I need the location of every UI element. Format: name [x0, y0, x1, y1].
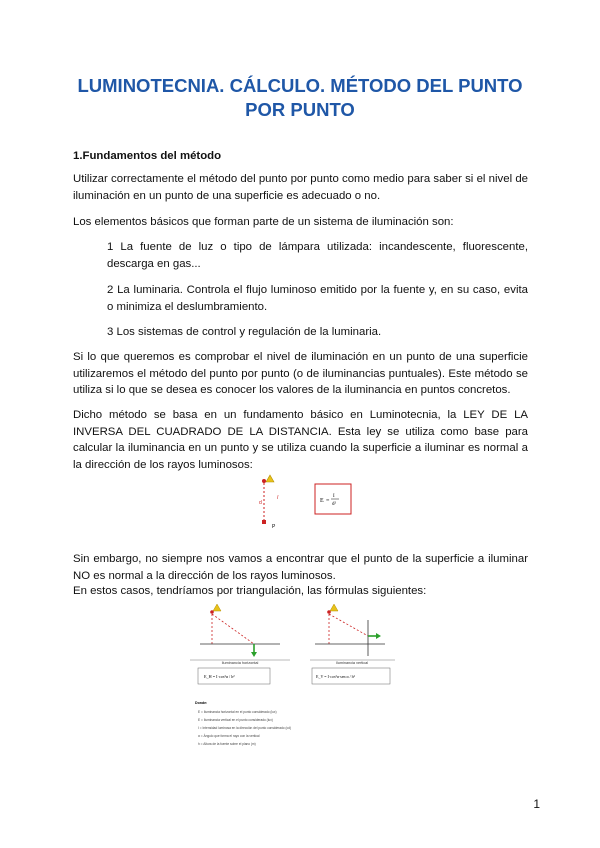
formula-numerator: I [333, 494, 335, 499]
list-item-3: 3 Los sistemas de control y regulación de la luminaria. [107, 326, 382, 338]
source-right [327, 610, 331, 614]
legend-line: I = Intensidad luminosa en la dirección del punto considerado (cd) [198, 726, 291, 730]
arrow-head-left [251, 652, 257, 657]
inverse-square-figure [240, 472, 352, 534]
horizontal-illuminance-diagram [190, 604, 290, 684]
legend-line: E = Iluminancia vertical en el punto considerado (lux) [198, 718, 273, 722]
warning-icon [266, 475, 274, 482]
formula-equals: = [326, 498, 330, 504]
paragraph-comprobar: Si lo que queremos es comprobar el nivel de iluminación en un punto de una superficie utilizaremos el método del punto por punto (o de iluminancias puntuales). Este método se utiliza si lo que se desea es conocer los valores de la iluminancia en puntos concretos. [73, 351, 528, 396]
paragraph-casos: En estos casos, tendríamos por triangulación, las fórmulas siguientes: [73, 585, 427, 597]
title-line-1: LUMINOTECNIA. CÁLCULO. MÉTODO DEL PUNTO [77, 75, 523, 96]
warning-icon-right [330, 604, 338, 611]
formula-E: E [320, 498, 324, 504]
formula-right: E_V = I·cos²α·sen α / h² [316, 674, 355, 679]
source-left [210, 610, 214, 614]
list-item-1: 1 La fuente de luz o tipo de lámpara utilizada: incandescente, fluorescente, descarga en gas... [107, 241, 528, 270]
vertical-illuminance-diagram [310, 604, 395, 684]
paragraph-elements: Los elementos básicos que forman parte de un sistema de iluminación son: [73, 216, 454, 228]
paragraph-sin-embargo: Sin embargo, no siempre nos vamos a encontrar que el punto de la superficie a iluminar NO es normal a la dirección de los rayos luminosos. [73, 553, 528, 582]
ray-left [212, 614, 254, 644]
warning-icon-left [213, 604, 221, 611]
legend [195, 701, 291, 746]
ray-right [329, 614, 368, 636]
formula-left: E_H = I·cos³α / h² [204, 674, 235, 679]
legend-line: h = Altura de la fuente sobre el plano (m) [198, 742, 256, 746]
legend-title: Donde: [195, 701, 208, 705]
label-P: P [272, 524, 276, 530]
legend-line: α = Ángulo que forma el rayo con la vertical [198, 734, 260, 738]
paragraph-ley: Dicho método se basa en un fundamento básico en Luminotecnia, la LEY DE LA INVERSA DEL CUADRADO DE LA DISTANCIA. Esta ley se utiliza como base para calcular la iluminancia en un punto y se utiliza cuando la superficie a iluminar es normal a la dirección de los rayos luminosos: [73, 409, 528, 471]
target-point [262, 520, 266, 524]
title-line-2: POR PUNTO [245, 99, 355, 120]
page-title [60, 74, 540, 122]
label-I: I [277, 495, 279, 501]
section-heading: 1.Fundamentos del método [73, 150, 222, 162]
formula-denominator: d² [332, 502, 336, 507]
list-item-2: 2 La luminaria. Controla el flujo luminoso emitido por la fuente y, en su caso, evita o minimiza el deslumbramiento. [107, 284, 528, 313]
caption-left: Iluminancia horizontal [221, 661, 259, 665]
caption-right: Iluminancia vertical [335, 661, 369, 665]
paragraph-intro: Utilizar correctamente el método del punto por punto como medio para saber si el nivel de iluminación en un punto de una superficie es adecuado o no. [73, 173, 528, 202]
arrow-head-right [376, 633, 381, 639]
page-number: 1 [533, 797, 540, 811]
triangulation-figure [190, 600, 420, 760]
light-source-point [262, 479, 266, 483]
label-d: d [259, 500, 262, 506]
legend-line: E = Iluminancia horizontal en el punto considerado (lux) [198, 710, 277, 714]
